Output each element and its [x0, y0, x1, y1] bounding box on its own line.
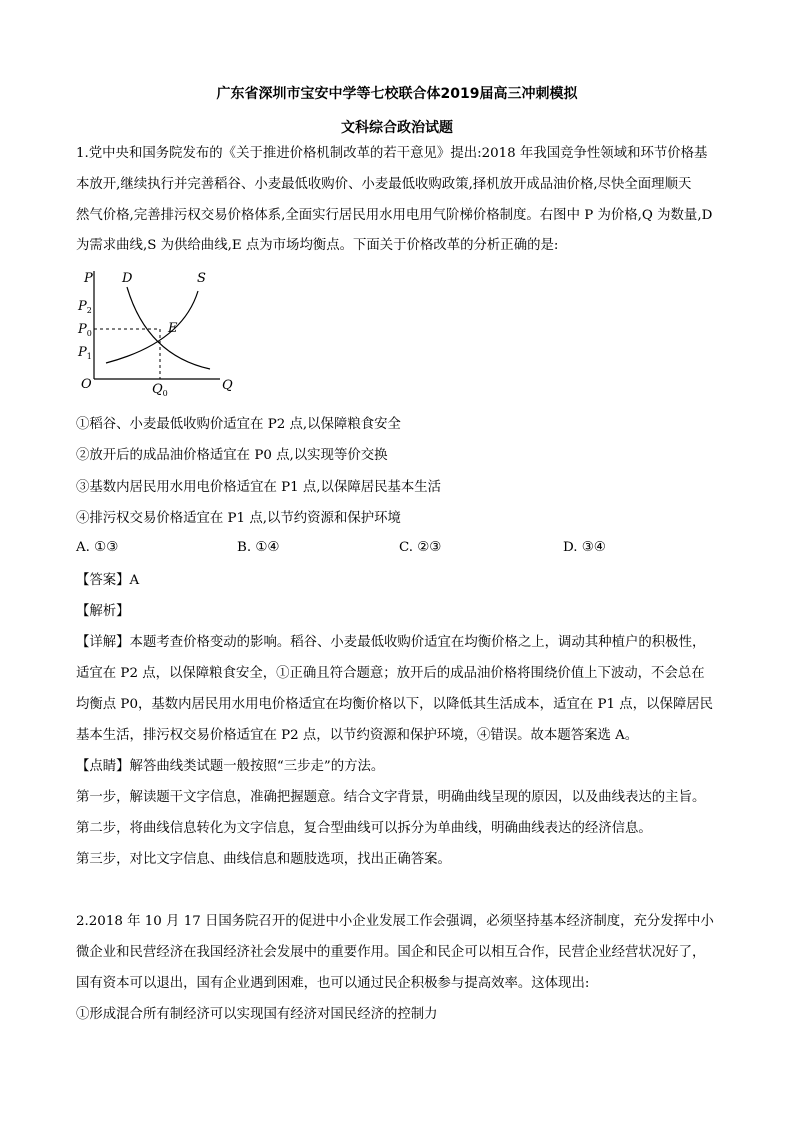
supply-demand-graph	[72, 265, 242, 398]
equilibrium-label: E	[168, 321, 178, 336]
q1-stem-line-1: 1.党中央和国务院发布的《关于推进价格机制改革的若干意见》提出:2018 年我国竞争性领域和环节价格基	[76, 146, 708, 161]
p2-label: $P_2$	[78, 299, 92, 315]
q2-item-1: ①形成混合所有制经济可以实现国有经济对国民经济的控制力	[76, 1007, 438, 1022]
q1-item-2: ②放开后的成品油价格适宜在 P0 点,以实现等价交换	[76, 448, 388, 463]
q1-item-1: ①稻谷、小麦最低收购价适宜在 P2 点,以保障粮食安全	[76, 417, 401, 432]
q1-tips-line-1: 【点睛】解答曲线类试题一般按照“三步走”的方法。	[76, 759, 385, 774]
q2-stem-line-1: 2.2018 年 10 月 17 日国务院召开的促进中小企业发展工作会强调，必须坚持基本经济制度，充分发挥中小	[76, 914, 714, 929]
q1-detail-line-4: 基本生活，排污权交易价格适宜在 P2 点，以节约资源和保护环境，④错误。故本题答案选 A。	[76, 728, 639, 743]
option-c: C. ②③	[399, 540, 442, 555]
option-b: B. ①④	[237, 540, 280, 555]
q1-item-4: ④排污权交易价格适宜在 P1 点,以节约资源和保护环境	[76, 511, 401, 526]
q1-detail-line-3: 均衡点 P0，基数内居民用水用电价格适宜在均衡价格以下，以降低其生活成本，适宜在 P1 点，以保障居民	[76, 697, 714, 712]
axis-x-label: Q	[222, 378, 233, 393]
option-d: D. ③④	[563, 540, 606, 555]
q1-options	[76, 540, 726, 560]
p1-label: $P_1$	[78, 345, 92, 361]
q2-stem-line-2: 微企业和民营经济在我国经济社会发展中的重要作用。国企和民企可以相互合作，民营企业经营状况好了，	[76, 945, 706, 960]
q1-analysis-label: 【解析】	[76, 604, 130, 619]
axis-y-label: P	[84, 271, 93, 286]
q1-stem-line-3: 然气价格,完善排污权交易价格体系,全面实行居民用水用电用气阶梯价格制度。右图中 P 为价格,Q 为数量,D	[76, 208, 713, 223]
q1-answer: 【答案】A	[76, 573, 140, 588]
q1-item-3: ③基数内居民用水用电价格适宜在 P1 点,以保障居民基本生活	[76, 480, 442, 495]
q1-stem-line-4: 为需求曲线,S 为供给曲线,E 点为市场均衡点。下面关于价格改革的分析正确的是:	[76, 238, 559, 253]
q1-detail-line-1: 【详解】本题考查价格变动的影响。稻谷、小麦最低收购价适宜在均衡价格之上，调动其种植户的积极性，	[76, 635, 706, 650]
q0-label: $Q_0$	[152, 382, 168, 398]
q1-tips-line-4: 第三步，对比文字信息、曲线信息和题肢选项，找出正确答案。	[76, 852, 451, 867]
demand-label: D	[122, 271, 133, 286]
supply-label: S	[197, 271, 206, 286]
document-title: 广东省深圳市宝安中学等七校联合体2019届高三冲刺模拟	[216, 86, 578, 102]
q1-tips-line-2: 第一步，解读题干文字信息，准确把握题意。结合文字背景，明确曲线呈现的原因，以及曲线表达的主旨。	[76, 790, 706, 805]
origin-label: O	[81, 377, 92, 392]
q1-stem-line-2: 本放开,继续执行并完善稻谷、小麦最低收购价、小麦最低收购政策,择机放开成品油价格,尽快全面理顺天	[76, 177, 692, 192]
q1-detail-line-2: 适宜在 P2 点，以保障粮食安全，①正确且符合题意；放开后的成品油价格将围绕价值上下波动，不会总在	[76, 666, 705, 681]
document-subtitle: 文科综合政治试题	[341, 120, 453, 136]
q1-tips-line-3: 第二步，将曲线信息转化为文字信息，复合型曲线可以拆分为单曲线，明确曲线表达的经济信息。	[76, 821, 652, 836]
q2-stem-line-3: 国有资本可以退出，国有企业遇到困难，也可以通过民企积极参与提高效率。这体现出:	[76, 976, 590, 991]
p0-label: $P_0$	[78, 322, 92, 338]
supply-curve	[106, 291, 198, 363]
option-a: A. ①③	[76, 540, 119, 555]
